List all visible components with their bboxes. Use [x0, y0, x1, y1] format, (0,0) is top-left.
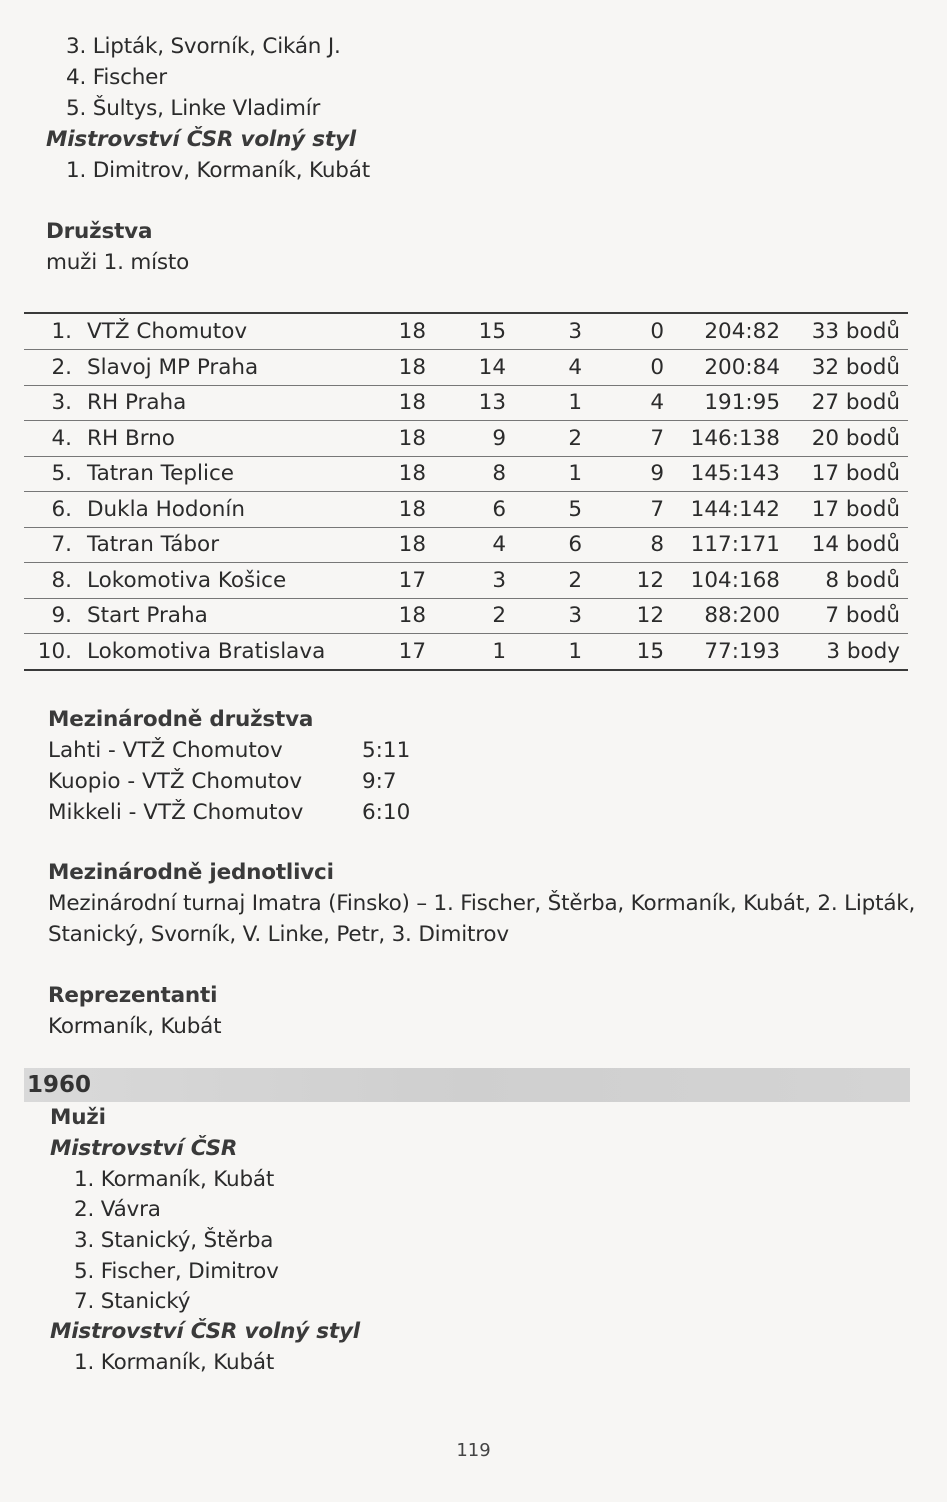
- section-heading-championship: Mistrovství ČSR: [50, 1136, 238, 1161]
- list-item: 1. Dimitrov, Kormaník, Kubát: [66, 158, 370, 183]
- match-name: Lahti - VTŽ Chomutov: [48, 738, 283, 763]
- played-cell: 18: [398, 319, 426, 344]
- rank-cell: 6.: [51, 496, 72, 522]
- points-cell: 20 bodů: [811, 425, 900, 451]
- rank-cell: 1.: [51, 319, 72, 344]
- table-row: [24, 350, 908, 386]
- wins-cell: 15: [478, 319, 506, 344]
- section-heading-intl-teams: Mezinárodně družstva: [48, 707, 314, 732]
- list-item: 2. Vávra: [74, 1197, 161, 1222]
- losses-cell: 7: [650, 496, 664, 522]
- table-row: [24, 492, 908, 528]
- paragraph-line: Mezinárodní turnaj Imatra (Finsko) – 1. Fischer, Štěrba, Kormaník, Kubát, 2. Lipták,: [48, 891, 916, 916]
- rank-cell: 8.: [51, 567, 72, 593]
- table-row: [24, 634, 908, 671]
- score-cell: 144:142: [690, 496, 780, 522]
- points-cell: 27 bodů: [811, 390, 900, 415]
- year-band: [24, 1068, 910, 1102]
- played-cell: 18: [398, 603, 426, 628]
- rank-cell: 5.: [51, 461, 72, 486]
- played-cell: 18: [398, 390, 426, 415]
- losses-cell: 8: [650, 532, 664, 557]
- draws-cell: 3: [568, 319, 582, 344]
- score-cell: 204:82: [704, 319, 780, 344]
- rank-cell: 9.: [51, 603, 72, 628]
- draws-cell: 6: [568, 532, 582, 557]
- score-cell: 88:200: [704, 603, 780, 628]
- team-cell: Lokomotiva Bratislava: [87, 638, 326, 664]
- draws-cell: 1: [568, 461, 582, 486]
- losses-cell: 12: [636, 567, 664, 593]
- losses-cell: 9: [650, 461, 664, 486]
- wins-cell: 6: [492, 496, 506, 522]
- table-row: [24, 314, 908, 350]
- losses-cell: 4: [650, 390, 664, 415]
- match-result: 5:11: [362, 738, 411, 763]
- played-cell: 17: [398, 638, 426, 664]
- section-heading-freestyle: Mistrovství ČSR volný styl: [46, 127, 356, 152]
- losses-cell: 12: [636, 603, 664, 628]
- score-cell: 146:138: [690, 425, 780, 451]
- section-heading-intl-indiv: Mezinárodně jednotlivci: [48, 860, 334, 885]
- year-heading: 1960: [27, 1072, 92, 1098]
- match-name: Kuopio - VTŽ Chomutov: [48, 769, 303, 794]
- played-cell: 18: [398, 354, 426, 380]
- table-row: [24, 527, 908, 563]
- points-cell: 8 bodů: [825, 567, 900, 593]
- list-item: 1. Kormaník, Kubát: [74, 1167, 275, 1192]
- table-row: [24, 421, 908, 457]
- intl-match-row: [48, 767, 397, 797]
- table-row: [24, 563, 908, 599]
- table-row: [24, 456, 908, 492]
- draws-cell: 1: [568, 638, 582, 664]
- page-number: 119: [456, 1440, 491, 1461]
- draws-cell: 2: [568, 425, 582, 451]
- draws-cell: 5: [568, 496, 582, 522]
- points-cell: 17 bodů: [811, 496, 900, 522]
- played-cell: 18: [398, 496, 426, 522]
- section-heading-men: Muži: [50, 1105, 106, 1130]
- intl-match-row: [48, 736, 411, 766]
- list-item: 5. Šultys, Linke Vladimír: [66, 96, 321, 121]
- team-cell: Start Praha: [87, 603, 208, 628]
- score-cell: 145:143: [690, 461, 780, 486]
- rank-cell: 10.: [37, 638, 72, 664]
- points-cell: 17 bodů: [811, 461, 900, 486]
- list-item: 5. Fischer, Dimitrov: [74, 1259, 279, 1284]
- section-heading-freestyle: Mistrovství ČSR volný styl: [50, 1319, 360, 1344]
- team-cell: VTŽ Chomutov: [87, 319, 248, 344]
- rank-cell: 4.: [51, 425, 72, 451]
- team-cell: Dukla Hodonín: [87, 496, 245, 522]
- table-row: [24, 598, 908, 634]
- wins-cell: 2: [492, 603, 506, 628]
- wins-cell: 13: [478, 390, 506, 415]
- match-name: Mikkeli - VTŽ Chomutov: [48, 800, 304, 825]
- points-cell: 14 bodů: [811, 532, 900, 557]
- played-cell: 17: [398, 567, 426, 593]
- score-cell: 117:171: [690, 532, 780, 557]
- draws-cell: 3: [568, 603, 582, 628]
- draws-cell: 4: [568, 354, 582, 380]
- played-cell: 18: [398, 425, 426, 451]
- section-heading-teams: Družstva: [46, 219, 153, 244]
- match-result: 9:7: [362, 769, 397, 794]
- score-cell: 200:84: [704, 354, 780, 380]
- played-cell: 18: [398, 461, 426, 486]
- losses-cell: 7: [650, 425, 664, 451]
- wins-cell: 3: [492, 567, 506, 593]
- intl-match-row: [48, 798, 411, 828]
- reps-text: Kormaník, Kubát: [48, 1014, 222, 1039]
- draws-cell: 1: [568, 390, 582, 415]
- team-cell: Lokomotiva Košice: [87, 567, 287, 593]
- list-item: 3. Stanický, Štěrba: [74, 1228, 274, 1253]
- paragraph-line: Stanický, Svorník, V. Linke, Petr, 3. Dimitrov: [48, 922, 509, 947]
- section-subheading: muži 1. místo: [46, 250, 190, 275]
- list-item: 7. Stanický: [74, 1289, 191, 1314]
- losses-cell: 0: [650, 354, 664, 380]
- score-cell: 104:168: [690, 567, 780, 593]
- rank-cell: 3.: [51, 390, 72, 415]
- score-cell: 77:193: [704, 638, 780, 664]
- team-cell: Slavoj MP Praha: [87, 354, 259, 380]
- points-cell: 7 bodů: [825, 603, 900, 628]
- list-item: 1. Kormaník, Kubát: [74, 1350, 275, 1375]
- points-cell: 3 body: [826, 638, 900, 664]
- team-cell: RH Praha: [87, 390, 187, 415]
- losses-cell: 0: [650, 319, 664, 344]
- wins-cell: 4: [492, 532, 506, 557]
- wins-cell: 1: [492, 638, 506, 664]
- rank-cell: 7.: [51, 532, 72, 557]
- score-cell: 191:95: [704, 390, 780, 415]
- losses-cell: 15: [636, 638, 664, 664]
- list-item: 3. Lipták, Svorník, Cikán J.: [66, 34, 341, 59]
- played-cell: 18: [398, 532, 426, 557]
- list-item: 4. Fischer: [66, 65, 167, 90]
- section-heading-reps: Reprezentanti: [48, 983, 218, 1008]
- wins-cell: 9: [492, 425, 506, 451]
- points-cell: 33 bodů: [811, 319, 900, 344]
- points-cell: 32 bodů: [811, 354, 900, 380]
- table-row: [24, 385, 908, 421]
- draws-cell: 2: [568, 567, 582, 593]
- team-cell: Tatran Tábor: [87, 532, 220, 557]
- match-result: 6:10: [362, 800, 411, 825]
- wins-cell: 8: [492, 461, 506, 486]
- team-cell: RH Brno: [87, 425, 175, 451]
- team-cell: Tatran Teplice: [87, 461, 235, 486]
- wins-cell: 14: [478, 354, 506, 380]
- rank-cell: 2.: [51, 354, 72, 380]
